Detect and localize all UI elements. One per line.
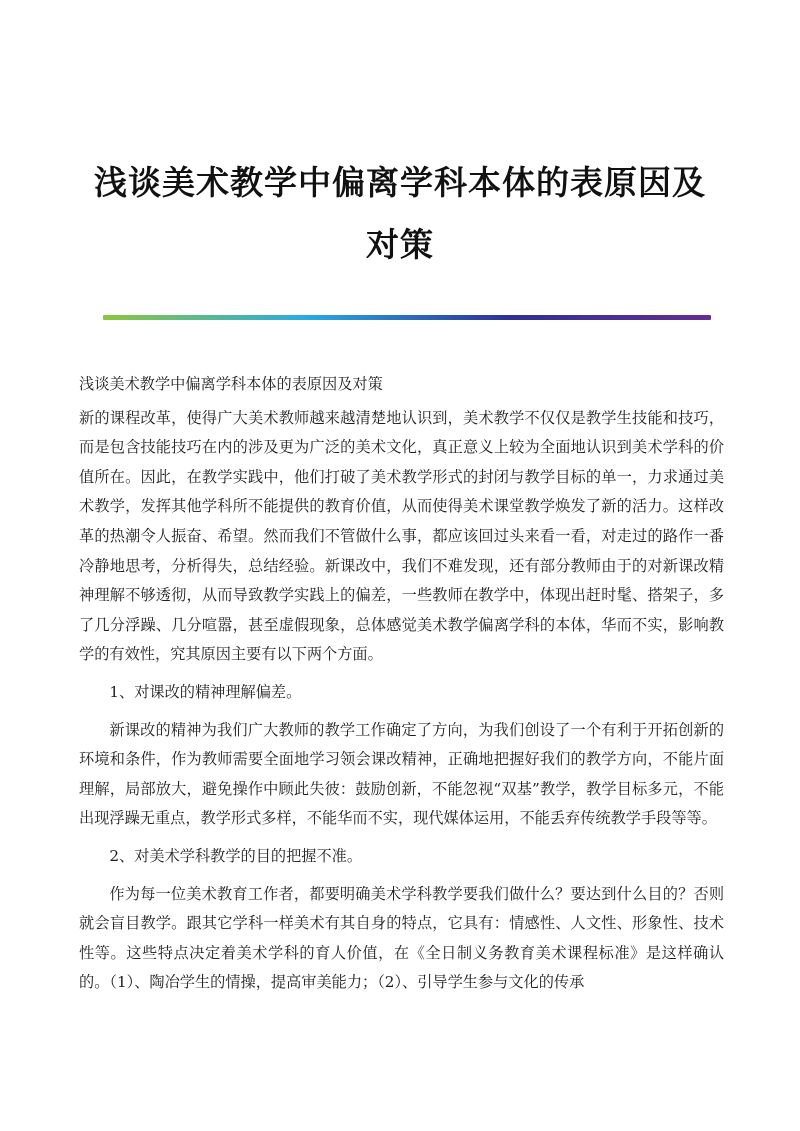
section-heading-2: 2、对美术学科教学的目的把握不准。 [109,846,363,865]
paragraph-section-2: 作为每一位美术教育工作者，都要明确美术学科教学要我们做什么？要达到什么目的？否则就会盲目教学。跟其它学科一样美术有其自身的特点，它具有：情感性、人文性、形象性、技术性等。这些特点决定着美术学科的育人价值，在《全日制义务教育美术课程标准》是这样确认的。（1）、陶冶学生的情操，提高审美能力；（2）、引导学生参与文化的传承 [79,884,724,992]
page-title: 浅谈美术教学中偏离学科本体的表原因及对策 [94,163,706,264]
paragraph-section-1: 新课改的精神为我们广大教师的教学工作确定了方向，为我们创设了一个有利于开拓创新的环境和条件，作为教师需要全面地学习领会课改精神，正确地把握好我们的教学方向，不能片面理解，局部放大，避免操作中顾此失彼：鼓励创新，不能忽视“双基”教学，教学目标多元，不能出现浮躁无重点，教学形式多样，不能华而不实，现代媒体运用，不能丢弃传统教学手段等等。 [79,720,724,828]
article-subtitle: 浅谈美术教学中偏离学科本体的表原因及对策 [79,375,383,393]
paragraph-intro: 新的课程改革，使得广大美术教师越来越清楚地认识到，美术教学不仅仅是教学生技能和技巧，而是包含技能技巧在内的涉及更为广泛的美术文化，真正意义上较为全面地认识到美术学科的价值所在。因此，在教学实践中，他们打破了美术教学形式的封闭与教学目标的单一，力求通过美术教学，发挥其他学科所不能提供的教育价值，从而使得美术课堂教学焕发了新的活力。这样改革的热潮令人振奋、希望。然而我们不管做什么事，都应该回过头来看一看，对走过的路作一番冷静地思考，分析得失，总结经验。新课改中，我们不难发现，还有部分教师由于的对新课改精神理解不够透彻，从而导致教学实践上的偏差，一些教师在教学中，体现出赶时髦、搭架子，多了几分浮躁、几分喧嚣，甚至虚假现象，总体感觉美术教学偏离学科的本体，华而不实，影响教学的有效性，究其原因主要有以下两个方面。 [79,408,724,664]
section-heading-1: 1、对课改的精神理解偏差。 [109,682,302,701]
title-divider [103,315,711,320]
article-body [79,370,724,998]
